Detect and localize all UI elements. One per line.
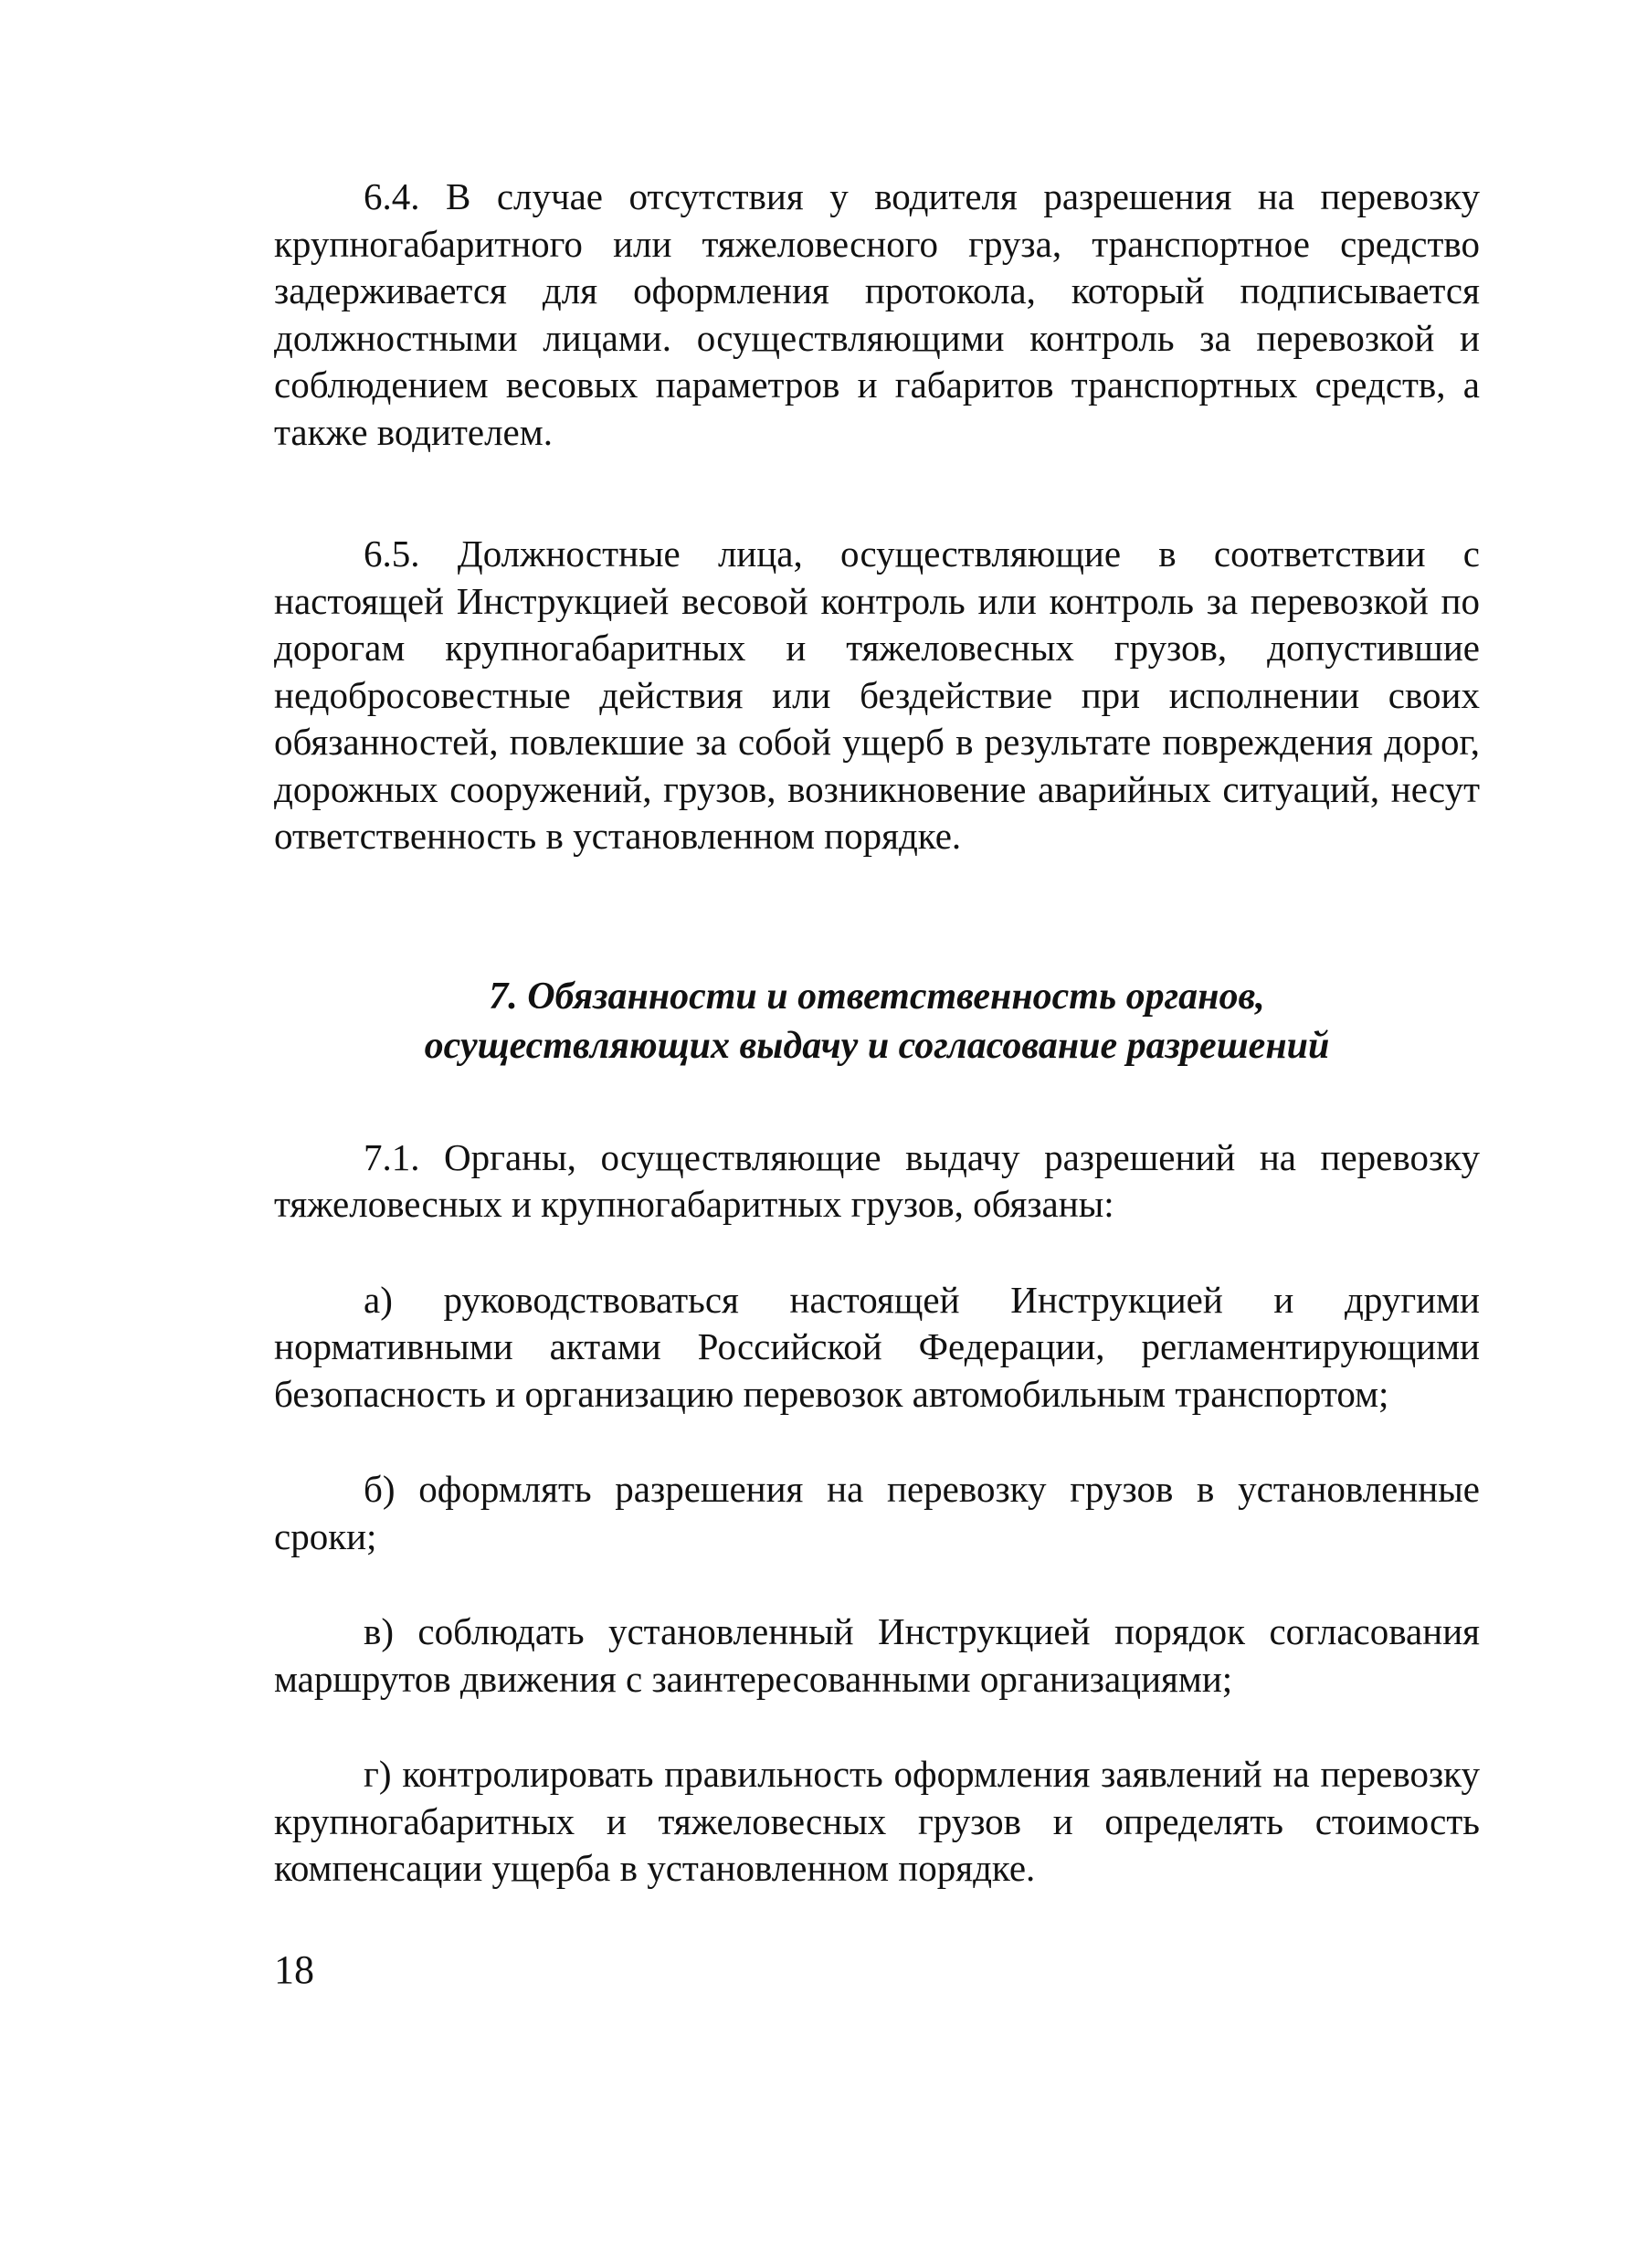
list-item-b: б) оформлять разрешения на перевозку грузов в установленные сроки;: [274, 1468, 1480, 1557]
list-item-g: г) контролировать правильность оформления заявлений на перевозку крупногабаритных и тяжеловесных грузов и определять стоимость компенсации ущерба в установленном порядке.: [274, 1753, 1480, 1889]
section-7-heading-line-2: осуществляющих выдачу и согласование разрешений: [424, 1024, 1330, 1067]
paragraph-7-1: 7.1. Органы, осуществляющие выдачу разрешений на перевозку тяжеловесных и крупногабаритных грузов, обязаны:: [274, 1135, 1480, 1225]
document-page: [274, 174, 1480, 1893]
list-item-a: а) руководствоваться настоящей Инструкцией и другими нормативными актами Российской Федерации, регламентирующими безопасность и организацию перевозок автомобильным транспортом;: [274, 1278, 1480, 1415]
list-item-v: в) соблюдать установленный Инструкцией порядок согласования маршрутов движения с заинтересованными организациями;: [274, 1610, 1480, 1700]
section-7-heading-line-1: 7. Обязанности и ответственность органов,: [489, 975, 1265, 1018]
section-7-heading: [274, 972, 1480, 1071]
page-number: 18: [274, 1947, 314, 1992]
paragraph-6-5: 6.5. Должностные лица, осуществляющие в соответствии с настоящей Инструкцией весовой контроль или контроль за перевозкой по дорогам крупногабаритных и тяжеловесных грузов, допустившие недобросовестные действия или бездействие при исполнении своих обязанностей, повлекшие за собой ущерб в результате повреждения дорог, дорожных сооружений, грузов, возникновение аварийных ситуаций, несут ответственность в установленном порядке.: [274, 533, 1480, 857]
paragraph-6-4: 6.4. В случае отсутствия у водителя разрешения на перевозку крупногабаритного или тяжеловесного груза, транспортное средство задерживается для оформления протокола, который подписывается должностными лицами. осуществляющими контроль за перевозкой и соблюдением весовых параметров и габаритов транспортных средств, а также водителем.: [274, 175, 1480, 453]
